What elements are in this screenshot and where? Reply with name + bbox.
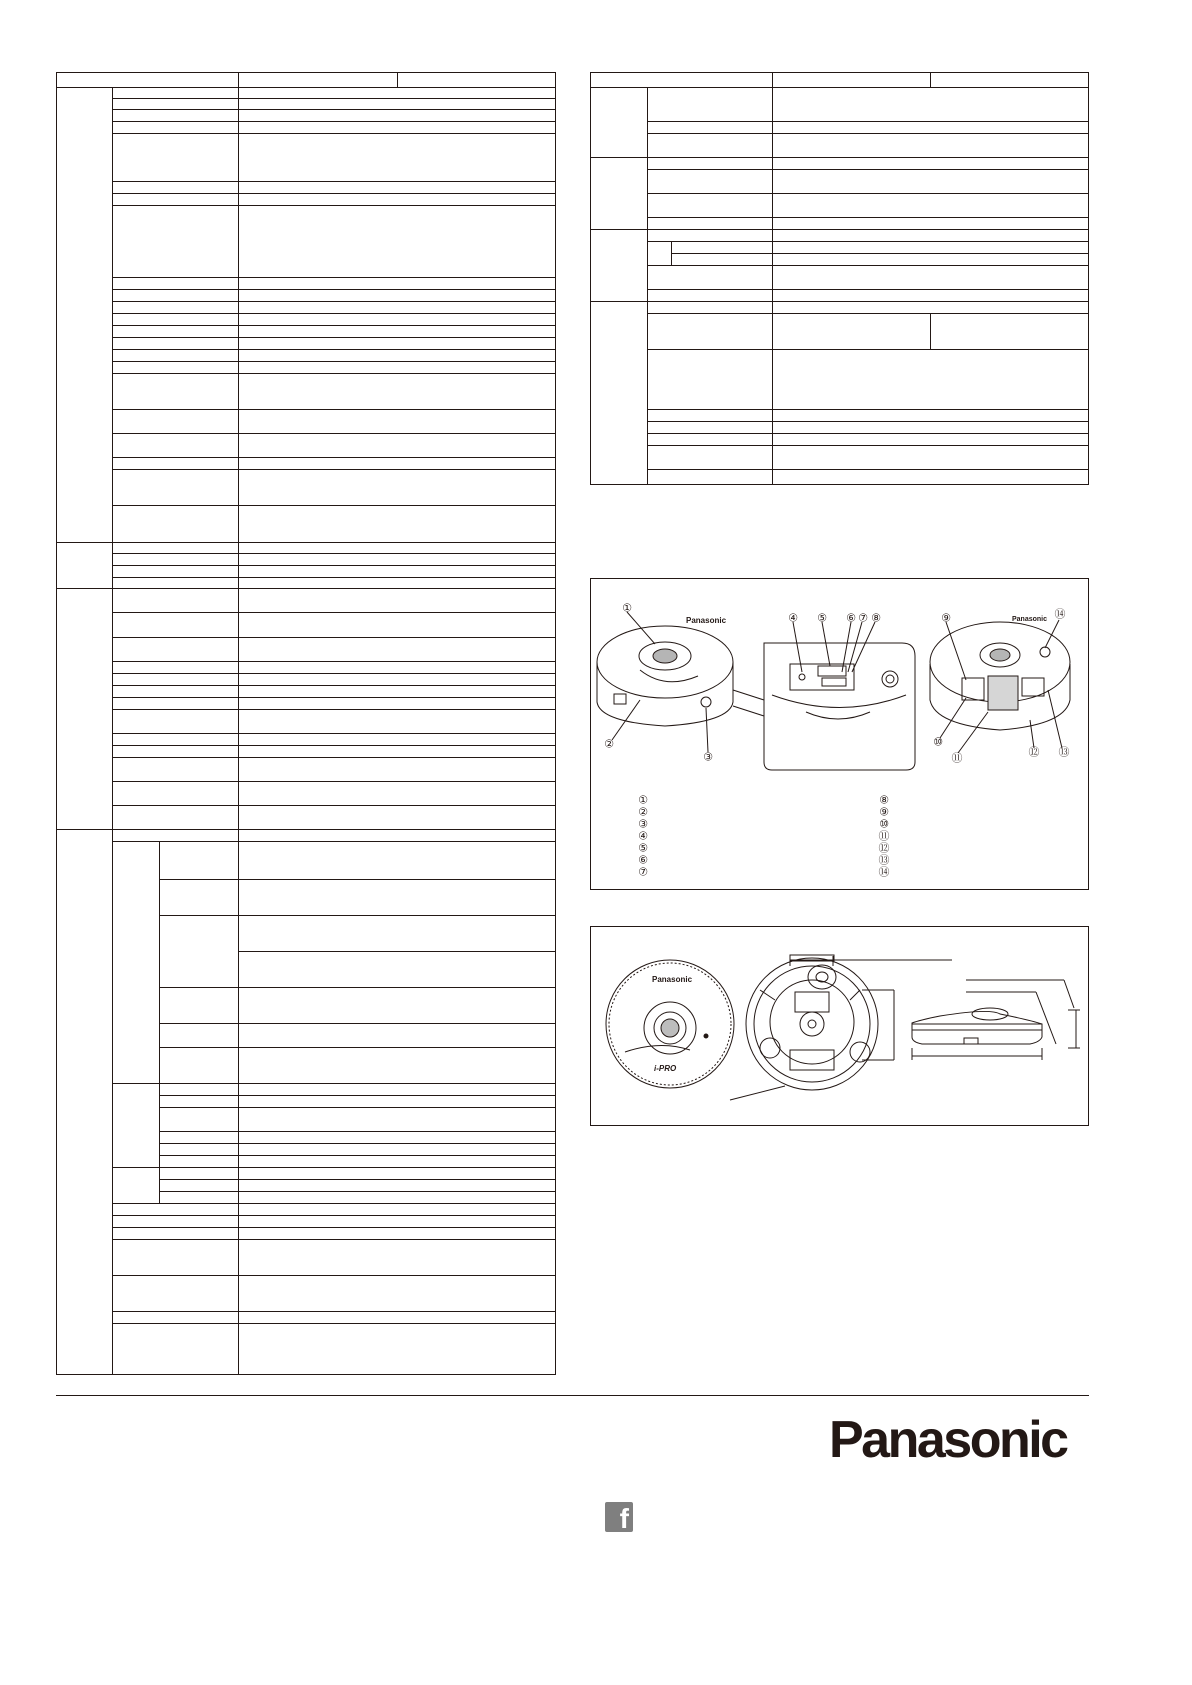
callout-13: ⑬ xyxy=(1058,745,1070,759)
dimensions-diagram-illustration xyxy=(590,926,1089,1126)
legend-9: ⑨ xyxy=(879,805,889,819)
parts-diagram-illustration xyxy=(590,578,1089,890)
callout-12: ⑫ xyxy=(1028,745,1040,759)
callout-9: ⑨ xyxy=(941,611,951,625)
callout-3: ③ xyxy=(703,750,713,764)
footer-divider xyxy=(56,1395,1089,1396)
legend-12: ⑫ xyxy=(878,841,890,855)
legend-10: ⑩ xyxy=(879,817,889,831)
callout-4: ④ xyxy=(788,611,798,625)
callout-7: ⑦ xyxy=(858,611,868,625)
panasonic-logo: Panasonic xyxy=(829,1411,1067,1469)
legend-1: ① xyxy=(638,793,648,807)
callout-8: ⑧ xyxy=(871,611,881,625)
callout-6: ⑥ xyxy=(846,611,856,625)
legend-2: ② xyxy=(638,805,648,819)
legend-6: ⑥ xyxy=(638,853,648,867)
callout-10: ⑩ xyxy=(933,735,943,749)
callout-14: ⑭ xyxy=(1054,607,1066,621)
callout-5: ⑤ xyxy=(817,611,827,625)
legend-14: ⑭ xyxy=(878,865,890,879)
camera-brand-label-right: Panasonic xyxy=(1012,616,1048,623)
legend-8: ⑧ xyxy=(879,793,889,807)
dimensions-camera-brand-label: Panasonic xyxy=(652,975,693,984)
legend-13: ⑬ xyxy=(878,853,890,867)
callout-2: ② xyxy=(604,737,614,751)
legend-11: ⑪ xyxy=(878,829,890,843)
legend-5: ⑤ xyxy=(638,841,648,855)
left-spec-table xyxy=(0,0,560,1380)
right-spec-table xyxy=(580,0,1100,500)
camera-brand-label: Panasonic xyxy=(686,616,727,625)
facebook-icon[interactable]: f xyxy=(605,1502,633,1532)
callout-1: ① xyxy=(622,601,632,615)
dimensions-camera-badge: i-PRO xyxy=(654,1064,677,1073)
legend-7: ⑦ xyxy=(638,865,648,879)
legend-4: ④ xyxy=(638,829,648,843)
callout-11: ⑪ xyxy=(951,751,963,765)
legend-3: ③ xyxy=(638,817,648,831)
